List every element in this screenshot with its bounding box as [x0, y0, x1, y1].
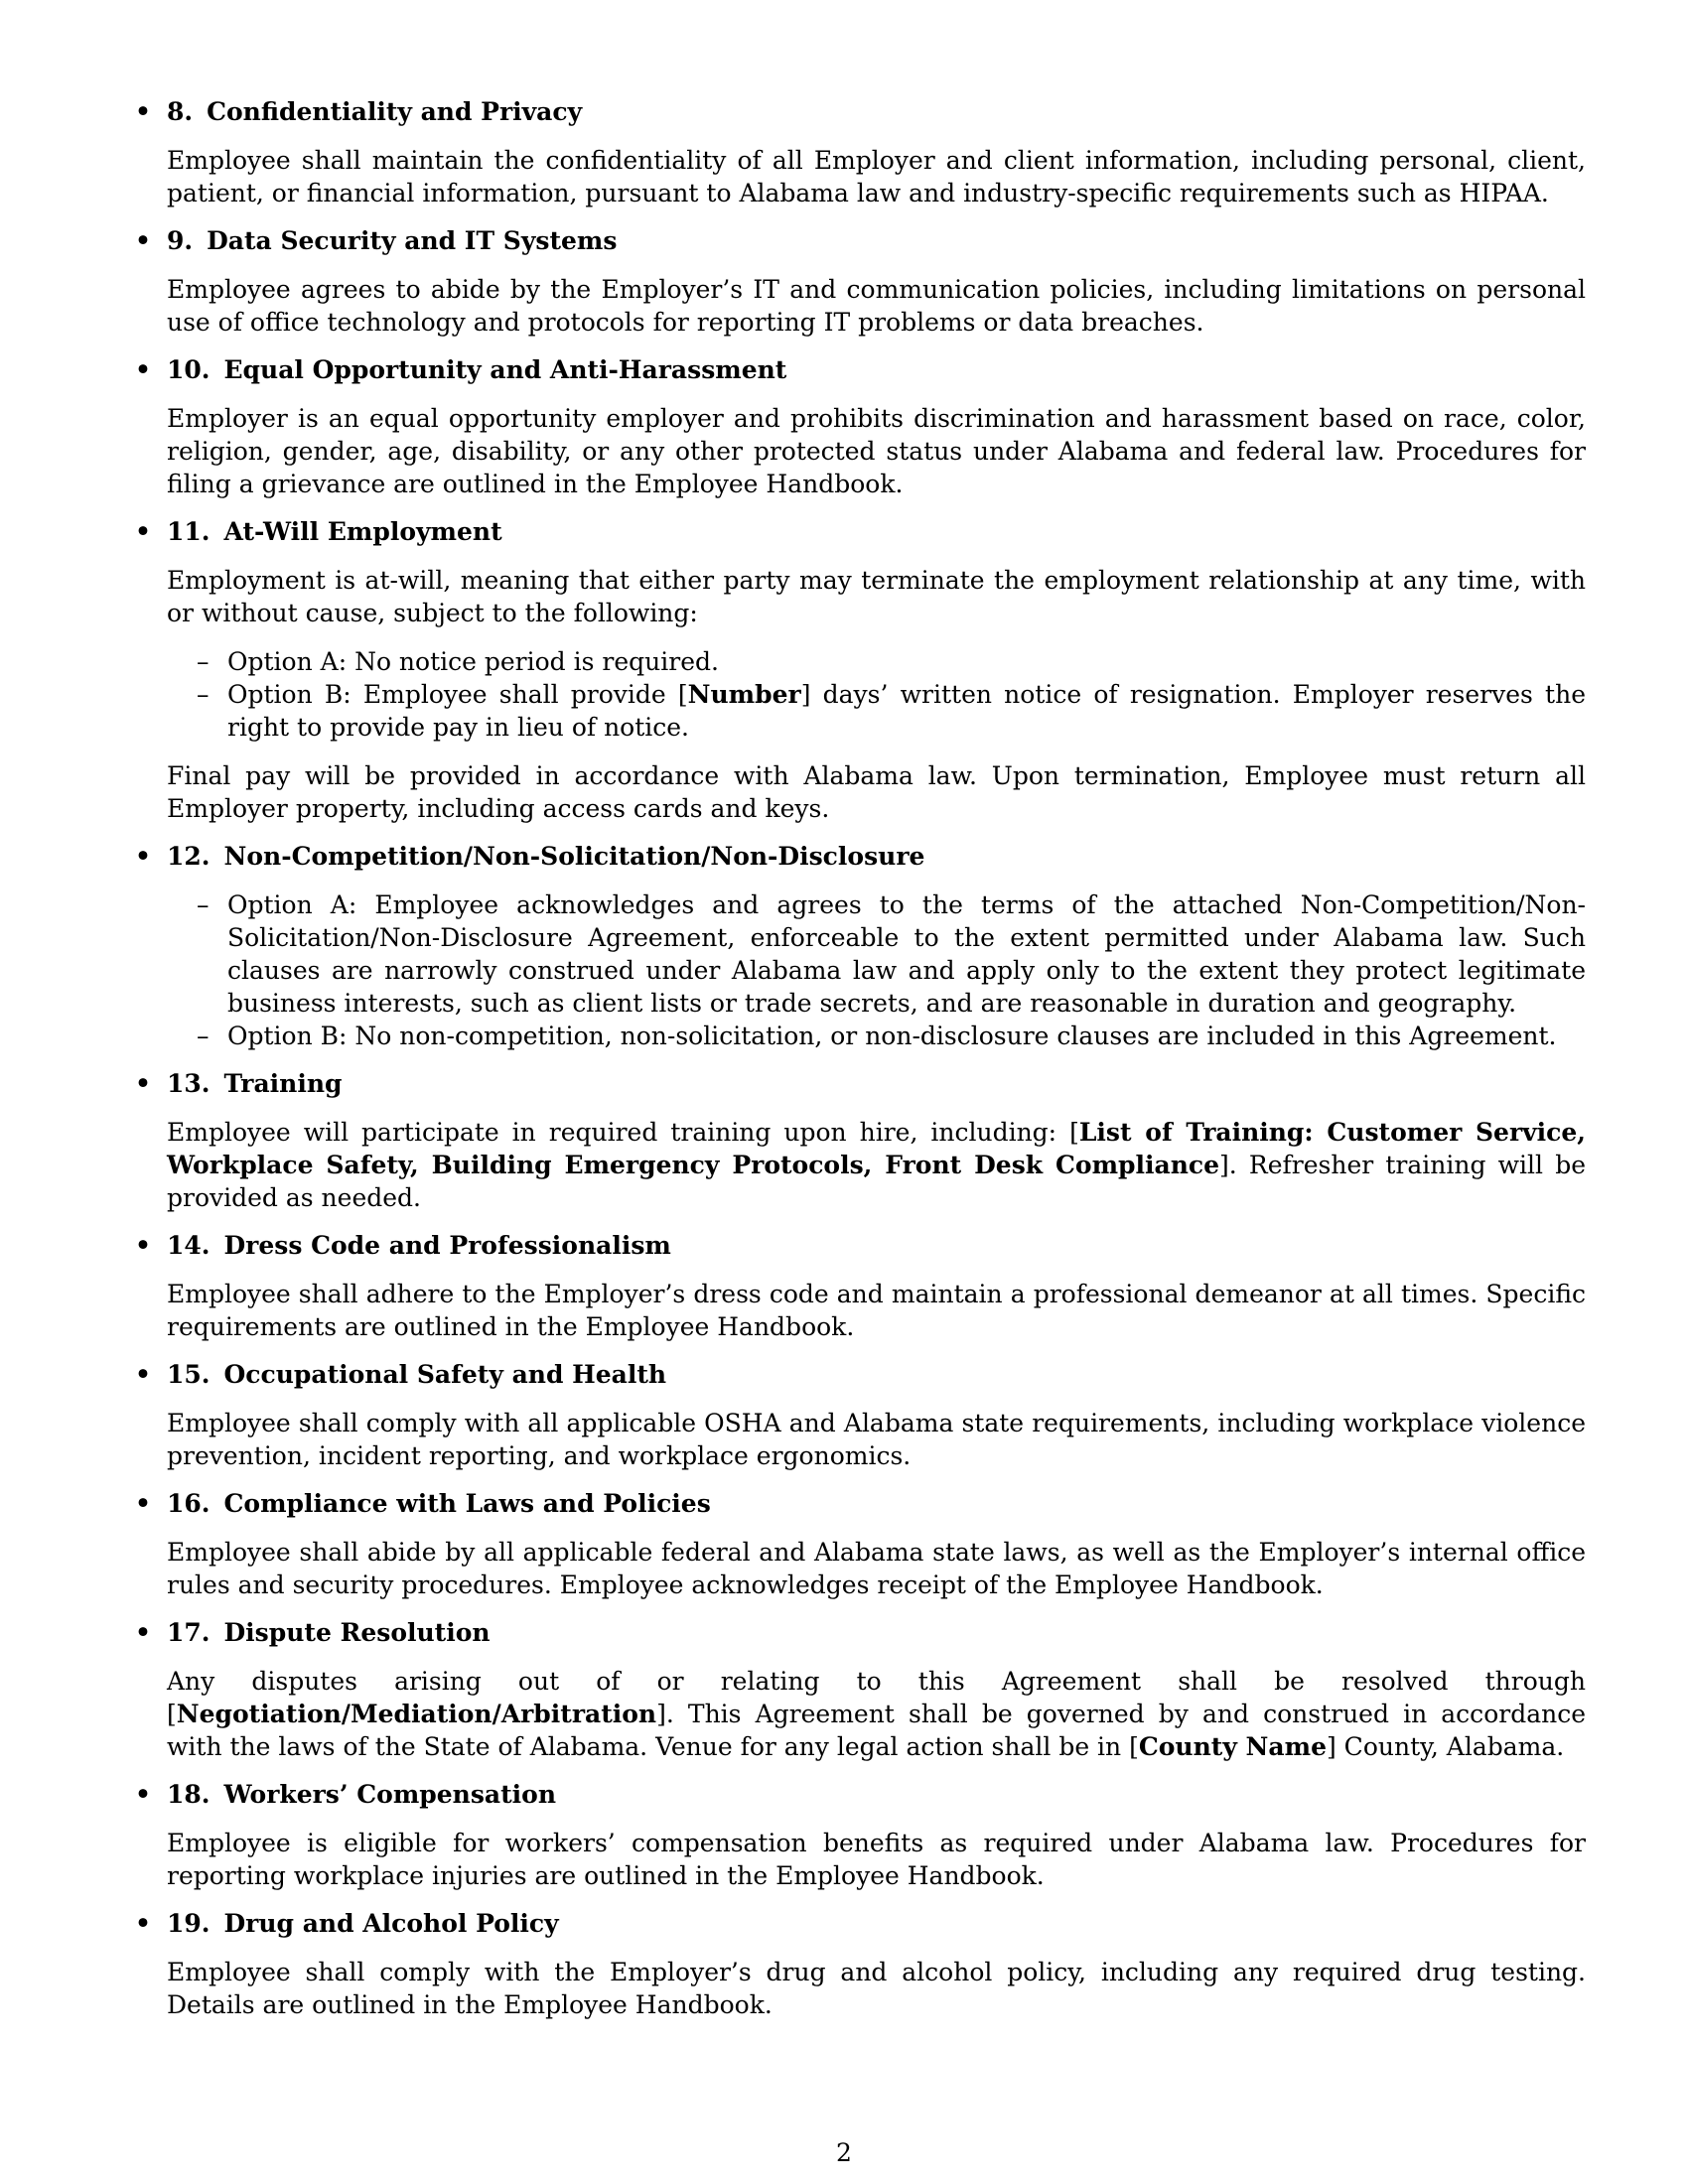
section-heading: 13. Training — [167, 1069, 343, 1098]
section-heading: 17. Dispute Resolution — [167, 1618, 491, 1647]
bullet: • — [135, 226, 151, 255]
section-paragraph: Employee is eligible for workers’ compensation benefits as required under Alabama law. Procedures for reporting workplace injuries are outlined in the Employee Handbook. — [167, 1829, 1586, 1890]
section-safety — [134, 1358, 1586, 1472]
section-paragraph: Employee shall maintain the confidentiality of all Employer and client information, including personal, client, patient, or financial information, pursuant to Alabama law and industry-specific requirements such as HIPAA. — [167, 146, 1586, 207]
section-compliance — [134, 1487, 1586, 1601]
section-heading: 15. Occupational Safety and Health — [167, 1360, 667, 1389]
section-at-will — [134, 515, 1586, 825]
option-list — [167, 645, 1586, 744]
bullet: • — [135, 1231, 151, 1260]
bullet: • — [135, 1489, 151, 1518]
section-paragraph: Employee shall comply with the Employer’s drug and alcohol policy, including any required drug testing. Details are outlined in the Employee Handbook. — [167, 1958, 1586, 2019]
section-training — [134, 1067, 1586, 1214]
section-title: Occupational Safety and Health — [223, 1360, 667, 1389]
section-heading: 8. Confidentiality and Privacy — [167, 97, 583, 126]
placeholder-field: List of Training: Customer Service, Workplace Safety, Building Emergency Protocols, Front Desk Compliance — [167, 1118, 1586, 1179]
section-title: Dispute Resolution — [223, 1618, 491, 1647]
bullet: • — [135, 1780, 151, 1809]
option-list — [167, 888, 1586, 1052]
section-paragraph: Employer is an equal opportunity employer and prohibits discrimination and harassment based on race, color, religion, gender, age, disability, or any other protected status under Alabama and federal law. Procedures for filing a grievance are outlined in the Employee Handbook. — [167, 404, 1586, 498]
document-body — [134, 95, 1586, 2036]
section-paragraph: Employee will participate in required training upon hire, including: [List of Training: Customer Service, Workplace Safety, Building Emergency Protocols, Front Desk Compliance]. Refresher training will be provided as needed. — [167, 1118, 1586, 1212]
section-title: Dress Code and Professionalism — [223, 1231, 671, 1260]
section-paragraph: Employee shall abide by all applicable federal and Alabama state laws, as well as the Employer’s internal office rules and security procedures. Employee acknowledges receipt of the Employee Handbook. — [167, 1538, 1586, 1599]
placeholder-field: Negotiation/Mediation/Arbitration — [176, 1700, 657, 1728]
section-title: Confidentiality and Privacy — [207, 97, 583, 126]
placeholder-field: County Name — [1138, 1732, 1327, 1761]
section-heading: 11. At-Will Employment — [167, 517, 502, 546]
section-title: Non-Competition/Non-Solicitation/Non-Disclosure — [223, 842, 925, 871]
placeholder-field: Number — [687, 680, 801, 709]
page-number: 2 — [836, 2138, 852, 2167]
option-item: – Option A: Employee acknowledges and agrees to the terms of the attached Non-Competition/Non-Solicitation/Non-Disclosure Agreement, enforceable to the extent permitted under Alabama law. Such clauses are narrowly construed under Alabama law and apply only to the extent they protect legitimate business interests, such as client lists or trade secrets, and are reasonable in duration and geography. — [197, 890, 1586, 1018]
section-paragraph: Any disputes arising out of or relating to this Agreement shall be resolved through [Negotiation/Mediation/Arbitration]. This Agreement shall be governed by and construed in accordance with the laws of the State of Alabama. Venue for any legal action shall be in [County Name] County, Alabama. — [167, 1667, 1586, 1761]
section-title: Compliance with Laws and Policies — [223, 1489, 711, 1518]
section-paragraph: Employee shall adhere to the Employer’s dress code and maintain a professional demeanor at all times. Specific requirements are outlined in the Employee Handbook. — [167, 1280, 1586, 1341]
section-non-competition — [134, 840, 1586, 1052]
section-heading: 10. Equal Opportunity and Anti-Harassment — [167, 355, 787, 384]
section-heading: 14. Dress Code and Professionalism — [167, 1231, 671, 1260]
section-paragraph: Employee agrees to abide by the Employer’s IT and communication policies, including limitations on personal use of office technology and protocols for reporting IT problems or data breaches. — [167, 275, 1586, 337]
section-heading: 18. Workers’ Compensation — [167, 1780, 557, 1809]
section-dispute-resolution — [134, 1616, 1586, 1763]
section-equal-opportunity — [134, 353, 1586, 500]
section-title: Equal Opportunity and Anti-Harassment — [223, 355, 787, 384]
section-paragraph: Employee shall comply with all applicable OSHA and Alabama state requirements, including workplace violence prevention, incident reporting, and workplace ergonomics. — [167, 1409, 1586, 1470]
section-heading: 12. Non-Competition/Non-Solicitation/Non-Disclosure — [167, 842, 925, 871]
bullet: • — [135, 1360, 151, 1389]
section-title: Data Security and IT Systems — [207, 226, 618, 255]
bullet: • — [135, 1909, 151, 1938]
section-drug-alcohol — [134, 1907, 1586, 2021]
section-paragraph: Employment is at-will, meaning that either party may terminate the employment relationship at any time, with or without cause, subject to the following: — [167, 566, 1586, 627]
section-dress-code — [134, 1229, 1586, 1343]
bullet: • — [135, 97, 151, 126]
section-title: At-Will Employment — [223, 517, 502, 546]
bullet: • — [135, 355, 151, 384]
section-heading: 9. Data Security and IT Systems — [167, 226, 618, 255]
bullet: • — [135, 1069, 151, 1098]
section-heading: 16. Compliance with Laws and Policies — [167, 1489, 711, 1518]
option-item: – Option B: Employee shall provide [Number] days’ written notice of resignation. Employer reserves the right to provide pay in lieu of notice. — [197, 680, 1586, 742]
option-item: – Option A: No notice period is required. — [197, 647, 719, 676]
section-workers-comp — [134, 1778, 1586, 1892]
option-item: – Option B: No non-competition, non-solicitation, or non-disclosure clauses are included in this Agreement. — [197, 1022, 1557, 1050]
section-data-security — [134, 224, 1586, 339]
section-heading: 19. Drug and Alcohol Policy — [167, 1909, 559, 1938]
section-title: Drug and Alcohol Policy — [223, 1909, 559, 1938]
section-title: Training — [223, 1069, 343, 1098]
section-title: Workers’ Compensation — [223, 1780, 557, 1809]
bullet: • — [135, 842, 151, 871]
section-confidentiality — [134, 95, 1586, 209]
section-paragraph: Final pay will be provided in accordance with Alabama law. Upon termination, Employee must return all Employer property, including access cards and keys. — [167, 761, 1586, 823]
bullet: • — [135, 1618, 151, 1647]
bullet: • — [135, 517, 151, 546]
